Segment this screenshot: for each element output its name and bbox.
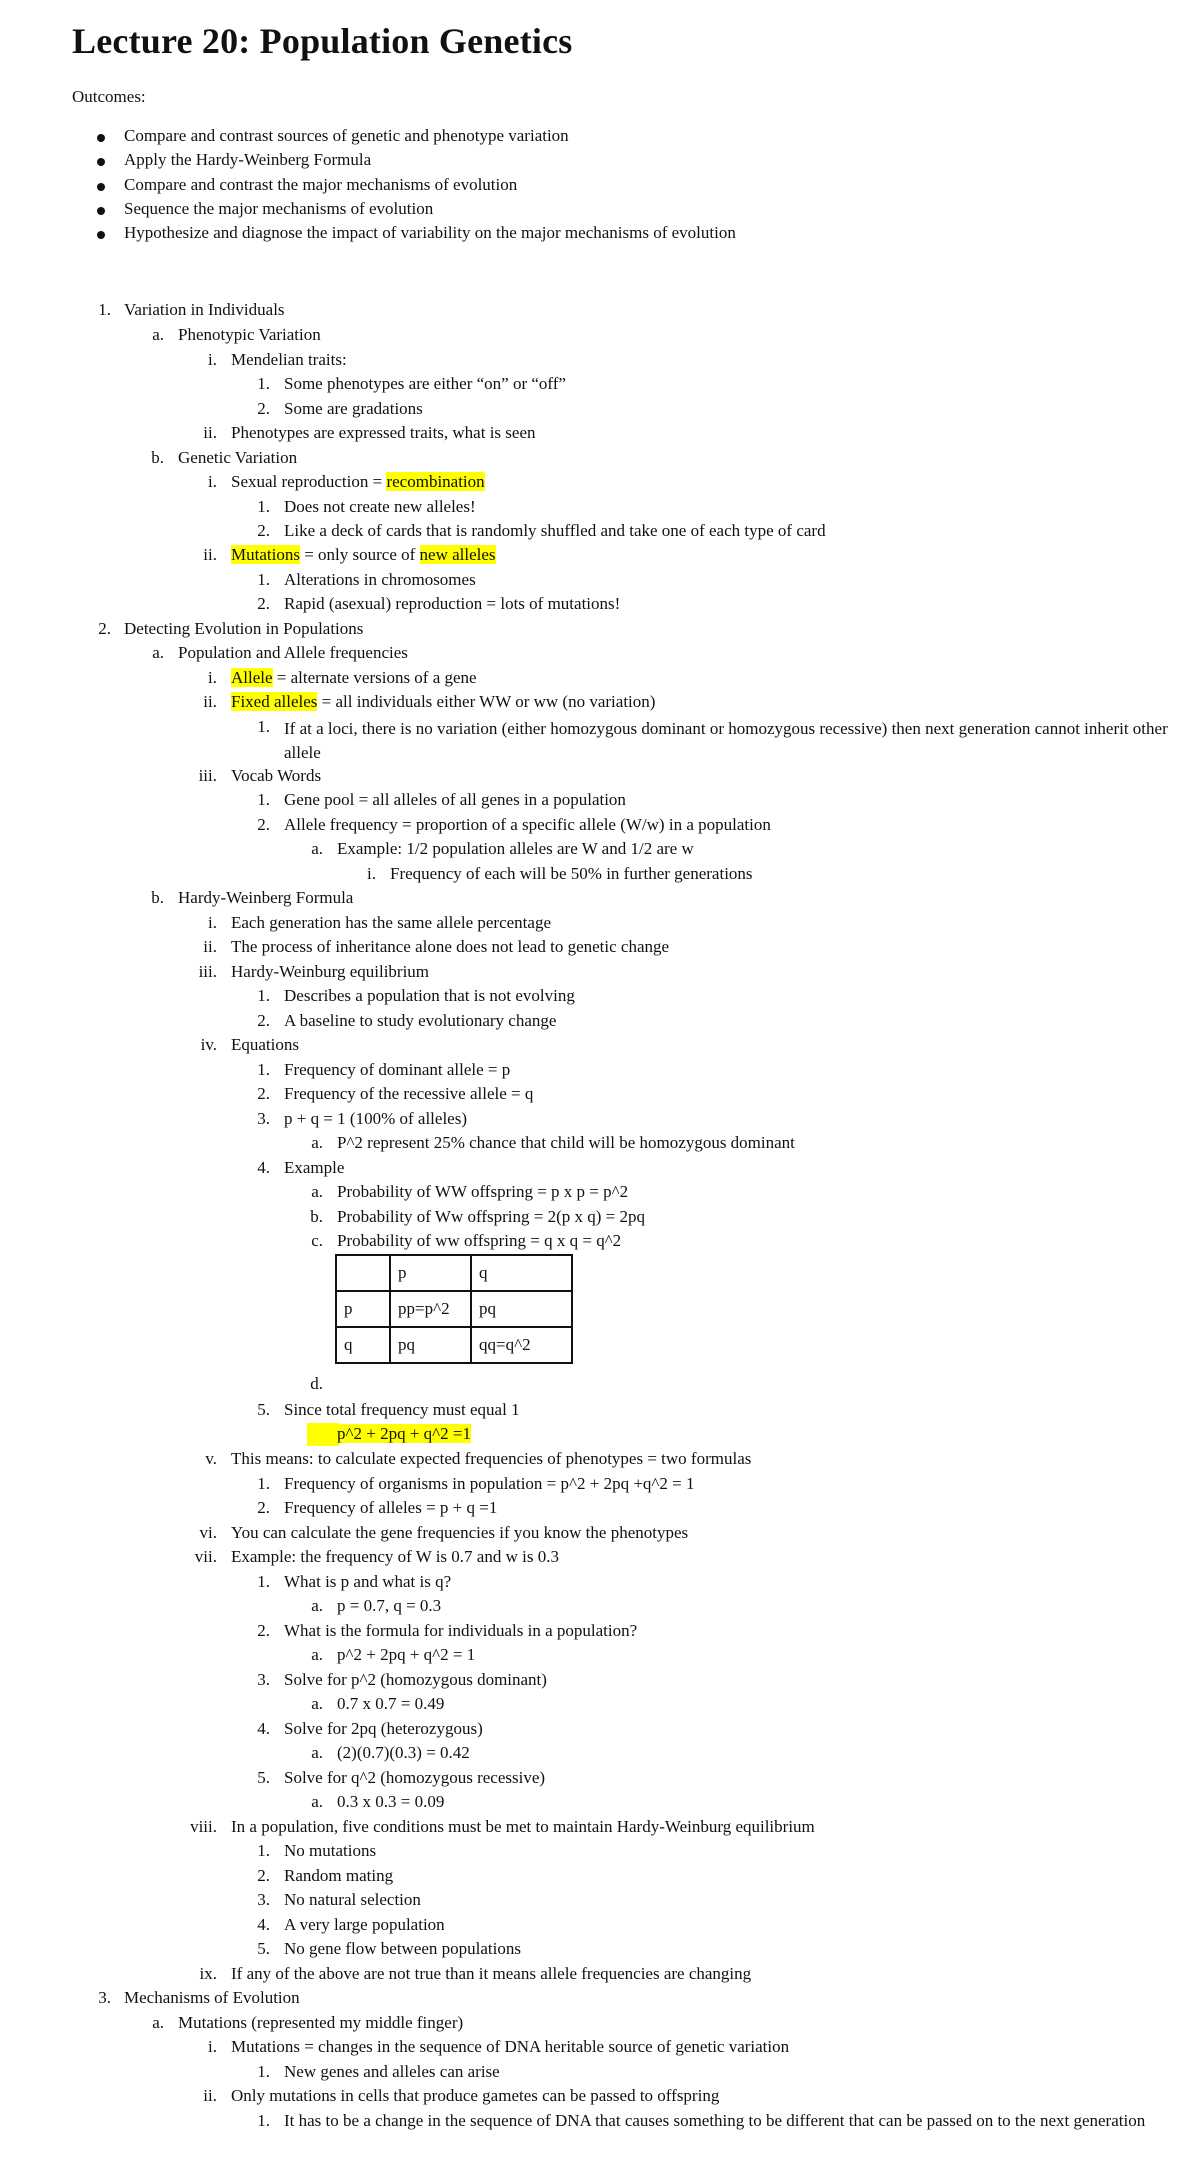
list-marker: 1. xyxy=(257,986,270,1005)
outline-item xyxy=(231,668,477,688)
list-marker: 5. xyxy=(257,1400,270,1419)
outline-item: Allele frequency = proportion of a specific allele (W/w) in a population xyxy=(284,815,771,834)
outline-item: Genetic Variation xyxy=(178,448,298,467)
outline-item: Gene pool = all alleles of all genes in a population xyxy=(284,790,626,809)
list-marker: 1. xyxy=(257,497,270,516)
outline-item: p + q = 1 (100% of alleles) xyxy=(284,1109,467,1128)
outline-item: What is p and what is q? xyxy=(284,1572,452,1591)
list-marker: d. xyxy=(310,1374,323,1393)
text-segment: = alternate versions of a gene xyxy=(272,668,477,687)
table-cell: pp=p^2 xyxy=(390,1291,471,1327)
list-marker: 1. xyxy=(257,2062,270,2081)
list-marker: 1. xyxy=(98,300,111,319)
outline-item: Describes a population that is not evolving xyxy=(284,986,575,1005)
text-segment: = only source of xyxy=(299,545,420,564)
list-marker: 4. xyxy=(257,1158,270,1177)
list-marker: i. xyxy=(367,864,376,883)
outline-item: Frequency of each will be 50% in further generations xyxy=(390,864,753,883)
outline-item: Does not create new alleles! xyxy=(284,497,476,516)
outline-item: New genes and alleles can arise xyxy=(284,2062,500,2081)
list-marker: i. xyxy=(208,913,217,932)
outline-item: p^2 + 2pq + q^2 = 1 xyxy=(337,1645,476,1664)
outline-item: Frequency of organisms in population = p^2 + 2pq +q^2 = 1 xyxy=(284,1474,695,1493)
outcome-item: Compare and contrast sources of genetic and phenotype variation xyxy=(124,126,569,145)
outcome-item: Apply the Hardy-Weinberg Formula xyxy=(124,150,372,169)
list-marker: 2. xyxy=(257,815,270,834)
list-marker: iv. xyxy=(200,1035,217,1054)
table-row xyxy=(336,1255,572,1291)
list-marker: 2. xyxy=(257,521,270,540)
outline-item: Each generation has the same allele percentage xyxy=(231,913,551,932)
outline-item: You can calculate the gene frequencies if you know the phenotypes xyxy=(231,1523,689,1542)
outline-item: Mutations (represented my middle finger) xyxy=(178,2013,464,2032)
table-cell: pq xyxy=(390,1327,471,1363)
text-segment: = all individuals either WW or ww (no variation) xyxy=(317,692,656,711)
outline-item: Mutations = changes in the sequence of DNA heritable source of genetic variation xyxy=(231,2037,790,2056)
list-marker: b. xyxy=(151,888,164,907)
table-cell xyxy=(336,1255,390,1291)
list-marker: i. xyxy=(208,472,217,491)
outline-item xyxy=(231,545,496,565)
outline-item: Example xyxy=(284,1158,345,1177)
list-marker: vi. xyxy=(199,1523,217,1542)
outline-item: Mendelian traits: xyxy=(231,350,347,369)
list-marker: a. xyxy=(311,1596,323,1615)
outline-item: Frequency of alleles = p + q =1 xyxy=(284,1498,498,1517)
list-marker: ii. xyxy=(203,545,217,564)
outline-item: Only mutations in cells that produce gametes can be passed to offspring xyxy=(231,2086,720,2105)
highlighted-term: recombination xyxy=(386,472,485,491)
list-marker: i. xyxy=(208,350,217,369)
highlighted-term: Fixed alleles xyxy=(231,692,318,711)
list-marker: ii. xyxy=(203,2086,217,2105)
list-marker: 1. xyxy=(257,2111,270,2130)
list-marker: 1. xyxy=(257,790,270,809)
list-marker: 4. xyxy=(257,1915,270,1934)
punnett-square-table xyxy=(335,1254,573,1364)
outline-item: If any of the above are not true than it means allele frequencies are changing xyxy=(231,1964,752,1983)
list-marker: 1. xyxy=(257,1572,270,1591)
outline-item: Like a deck of cards that is randomly shuffled and take one of each type of card xyxy=(284,521,826,540)
list-marker: i. xyxy=(208,2037,217,2056)
highlighted-formula: p^2 + 2pq + q^2 =1 xyxy=(337,1424,471,1443)
list-marker: 1. xyxy=(257,1841,270,1860)
list-marker: 1. xyxy=(257,374,270,393)
list-marker: 3. xyxy=(257,1670,270,1689)
list-marker: ii. xyxy=(203,423,217,442)
outline-item: No mutations xyxy=(284,1841,377,1860)
list-marker: 2. xyxy=(257,1621,270,1640)
outline-item: Probability of Ww offspring = 2(p x q) = 2pq xyxy=(337,1207,645,1226)
list-marker: b. xyxy=(151,448,164,467)
outcome-item: Sequence the major mechanisms of evolution xyxy=(124,199,434,218)
list-marker: 2. xyxy=(257,1498,270,1517)
highlight-background xyxy=(307,1423,339,1446)
outline-item: Solve for 2pq (heterozygous) xyxy=(284,1719,483,1738)
list-marker: a. xyxy=(152,2013,164,2032)
highlighted-term: Allele xyxy=(231,668,273,687)
list-marker: 3. xyxy=(257,1890,270,1909)
list-marker: a. xyxy=(311,839,323,858)
outline-item: Since total frequency must equal 1 xyxy=(284,1400,520,1419)
list-marker: 4. xyxy=(257,1719,270,1738)
list-marker: a. xyxy=(311,1133,323,1152)
table-cell: q xyxy=(336,1327,390,1363)
outline-item: No natural selection xyxy=(284,1890,421,1909)
table-cell: p xyxy=(390,1255,471,1291)
page-title: Lecture 20: Population Genetics xyxy=(72,21,573,61)
outline-item: Frequency of the recessive allele = q xyxy=(284,1084,534,1103)
outline-item: Alterations in chromosomes xyxy=(284,570,476,589)
outline-item: (2)(0.7)(0.3) = 0.42 xyxy=(337,1743,470,1762)
outcome-item: Compare and contrast the major mechanisms of evolution xyxy=(124,175,518,194)
outline-item: Variation in Individuals xyxy=(124,300,285,319)
outline-item: Frequency of dominant allele = p xyxy=(284,1060,511,1079)
list-marker: a. xyxy=(311,1792,323,1811)
list-marker: i. xyxy=(208,668,217,687)
table-cell: p xyxy=(336,1291,390,1327)
table-row xyxy=(336,1327,572,1363)
outline-item: Probability of WW offspring = p x p = p^2 xyxy=(337,1182,629,1201)
highlighted-term: Mutations xyxy=(231,545,300,564)
list-marker: 1. xyxy=(257,1474,270,1493)
outline-item: No gene flow between populations xyxy=(284,1939,521,1958)
list-marker: ii. xyxy=(203,692,217,711)
outline-item: Example: the frequency of W is 0.7 and w is 0.3 xyxy=(231,1547,559,1566)
outline-item: Phenotypes are expressed traits, what is seen xyxy=(231,423,536,442)
outcomes-label: Outcomes: xyxy=(72,87,146,106)
outline-item: Rapid (asexual) reproduction = lots of mutations! xyxy=(284,594,621,613)
outline-item: Some are gradations xyxy=(284,399,423,418)
list-marker: a. xyxy=(311,1743,323,1762)
list-marker: iii. xyxy=(198,962,217,981)
list-marker: a. xyxy=(311,1645,323,1664)
outline-item: Vocab Words xyxy=(231,766,322,785)
outline-item: Equations xyxy=(231,1035,299,1054)
outline-item: 0.3 x 0.3 = 0.09 xyxy=(337,1792,445,1811)
table-cell: qq=q^2 xyxy=(471,1327,572,1363)
list-marker: 2. xyxy=(257,1011,270,1030)
outline-item: Solve for p^2 (homozygous dominant) xyxy=(284,1670,547,1689)
outline-item: If at a loci, there is no variation (either homozygous dominant or homozygous recessive) then next generation cannot inherit other allele xyxy=(284,719,1168,762)
outline-item: p = 0.7, q = 0.3 xyxy=(337,1596,442,1615)
list-marker: 5. xyxy=(257,1768,270,1787)
list-marker: 3. xyxy=(257,1109,270,1128)
list-marker: ii. xyxy=(203,937,217,956)
outline-item: Example: 1/2 population alleles are W and 1/2 are w xyxy=(337,839,694,858)
outline-item xyxy=(337,1424,471,1444)
list-marker: 2. xyxy=(98,619,111,638)
table-row xyxy=(336,1291,572,1327)
outline-item xyxy=(231,472,485,492)
outline-item: Population and Allele frequencies xyxy=(178,643,408,662)
outline-item: Hardy-Weinberg Formula xyxy=(178,888,354,907)
outline-item: It has to be a change in the sequence of DNA that causes something to be different that can be passed on to the next generation xyxy=(284,2111,1146,2130)
list-marker: vii. xyxy=(194,1547,217,1566)
outline-item: Mechanisms of Evolution xyxy=(124,1988,300,2007)
list-marker: a. xyxy=(311,1182,323,1201)
list-marker: 2. xyxy=(257,399,270,418)
list-marker: 1. xyxy=(257,717,270,736)
list-marker: 1. xyxy=(257,570,270,589)
list-marker: 1. xyxy=(257,1060,270,1079)
list-marker: 3. xyxy=(98,1988,111,2007)
list-marker: c. xyxy=(311,1231,323,1250)
list-marker: ix. xyxy=(199,1964,217,1983)
outline-item: Phenotypic Variation xyxy=(178,325,321,344)
table-cell: q xyxy=(471,1255,572,1291)
list-marker: 2. xyxy=(257,1866,270,1885)
list-marker: iii. xyxy=(198,766,217,785)
outline-item: Solve for q^2 (homozygous recessive) xyxy=(284,1768,546,1787)
list-marker: 5. xyxy=(257,1939,270,1958)
outline-item: 0.7 x 0.7 = 0.49 xyxy=(337,1694,445,1713)
highlighted-term: new alleles xyxy=(419,545,496,564)
outline-item: The process of inheritance alone does not lead to genetic change xyxy=(231,937,670,956)
outline-item: This means: to calculate expected frequencies of phenotypes = two formulas xyxy=(231,1449,752,1468)
outline-item: A baseline to study evolutionary change xyxy=(284,1011,557,1030)
outcome-item: Hypothesize and diagnose the impact of variability on the major mechanisms of evolution xyxy=(124,223,736,242)
list-marker: 2. xyxy=(257,594,270,613)
list-marker: v. xyxy=(205,1449,217,1468)
outline-item: Random mating xyxy=(284,1866,394,1885)
list-marker: b. xyxy=(310,1207,323,1226)
text-segment: Sexual reproduction = xyxy=(231,472,387,491)
list-marker: a. xyxy=(152,325,164,344)
table-cell: pq xyxy=(471,1291,572,1327)
list-marker: a. xyxy=(311,1694,323,1713)
outline-item: Some phenotypes are either “on” or “off” xyxy=(284,374,566,393)
outline-item: P^2 represent 25% chance that child will be homozygous dominant xyxy=(337,1133,795,1152)
list-marker: viii. xyxy=(190,1817,217,1836)
list-marker: 2. xyxy=(257,1084,270,1103)
outline-item: Hardy-Weinburg equilibrium xyxy=(231,962,430,981)
outline-item: A very large population xyxy=(284,1915,445,1934)
outline-item: In a population, five conditions must be met to maintain Hardy-Weinburg equilibrium xyxy=(231,1817,815,1836)
outline-item xyxy=(231,692,655,712)
list-marker: a. xyxy=(152,643,164,662)
outline-item: Probability of ww offspring = q x q = q^2 xyxy=(337,1231,622,1250)
outline-item: What is the formula for individuals in a population? xyxy=(284,1621,638,1640)
outline-item: Detecting Evolution in Populations xyxy=(124,619,364,638)
